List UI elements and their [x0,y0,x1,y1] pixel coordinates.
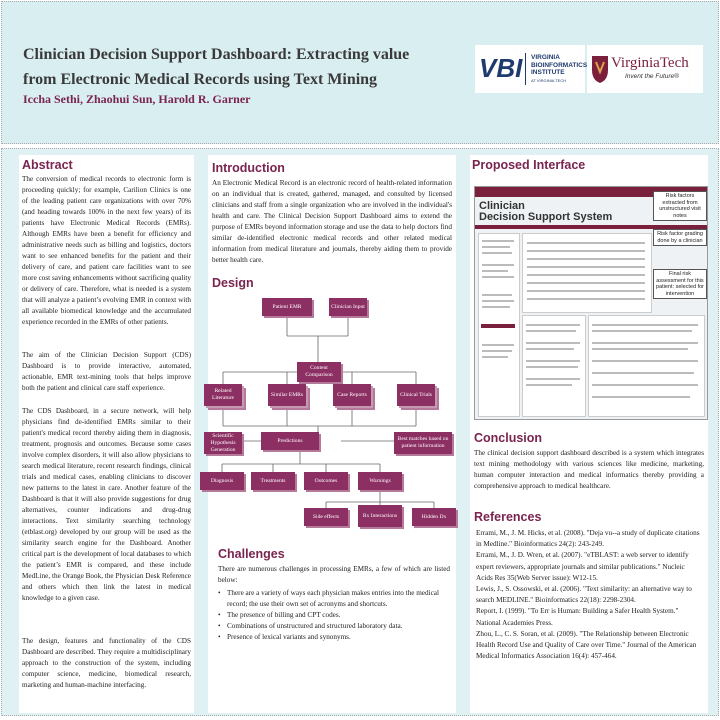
design-node-similar-emrs: Similar EMRs [268,384,306,406]
design-heading: Design [212,276,254,290]
interface-callout-risk-factors: Risk factors extracted from unstructured visit notes [653,191,707,221]
abstract-p2: The aim of the Clinician Decision Support (CDS) Dashboard is to provide interactive, automated, actionable, EMR text-mining tools that helps improve both the patient and clinical care staff experience. [22,351,191,392]
conclusion-heading: Conclusion [474,431,543,445]
reference-item: Report, I. (1999). "To Err is Human: Building a Safer Health System." National Academies Press. [476,607,679,627]
interface-screenshot [474,186,708,420]
interface-callout-final-risk: Final risk assessment for this patient: selected for intervention [653,269,707,299]
screenshot-reports-panel [522,315,586,417]
screenshot-risk-table [522,233,652,313]
introduction-text: An Electronic Medical Record is an electronic record of health-related information on an individual that is created, gathered, managed, and consulted by licensed clinicians and staff from a single organization who are involved in the individual's health and care. The Clinical Decision Support Dashboard aims to extend the purpose of EMRs beyond information storage and use the data to help doctors find similar de-identified electronic medical records and other related medical information from medical literature and journals, thereby aiding them to provide better health care. [212,179,452,264]
screenshot-title-line1: Clinician [479,200,525,212]
challenges-list [218,588,450,643]
design-node-content-comparison: Content Comparison [297,362,341,382]
challenge-item: • Combinations of unstructured and structured laboratory data. [218,621,450,632]
vbi-logo-line1: VIRGINIA [531,54,560,61]
design-node-patient-emr: Patient EMR [262,298,312,316]
design-node-warnings: Warnings [358,472,402,490]
challenge-item: • There are a variety of ways each physician makes entries into the medical record; the use their own set of acronyms and shortcuts. [218,588,450,610]
screenshot-title-line2: Decision Support System [479,211,613,223]
design-node-scientific-hypothesis: Scientific Hypothesis Generation [204,432,242,454]
design-node-predictions: Predictions [261,432,319,450]
challenge-item: • The presence of billing and CPT codes. [218,610,450,621]
vbi-logo-line4: AT VIRGINIA TECH [531,77,567,83]
screenshot-title [479,201,612,223]
design-node-outcomes: Outcomes [304,472,348,490]
design-node-diagnosis: Diagnosis [200,472,244,490]
conclusion-text: The clinical decision support dashboard described is a system which integrates text mining methodology with various sciences like medicine, marketing, human computer interaction and medical informatics thereby providing a comprehensive approach to medical healthcare. [474,449,704,490]
challenge-item: • Presence of lexical variants and synonyms. [218,632,450,643]
design-node-related-literature: Related Literature [204,384,242,406]
challenges-heading: Challenges [218,547,285,561]
poster-authors: Iccha Sethi, Zhaohui Sun, Harold R. Garner [23,92,251,106]
challenges-intro: There are numerous challenges in processing EMRs, a few of which are listed below: [218,565,450,584]
design-node-case-reports: Case Reports [333,384,371,406]
screenshot-literature-panel [588,315,705,417]
svg-text:VBI: VBI [479,53,523,83]
vbi-logo-line2: BIOINFORMATICS [531,61,588,69]
introduction-heading: Introduction [212,161,285,175]
reference-item: Zhou, L., C. S. Soran, et al. (2009). "The Relationship between Electronic Health Record Use and Quality of Care over Time." Journal of the American Medical Informatics Association 16(4): 457-464. [476,629,697,661]
screenshot-sidebar-panel [478,233,520,417]
poster-title: Clinician Decision Support Dashboard: Extracting value from Electronic Medical Records using Text Mining [23,46,410,88]
reference-item: Errami, M., J. M. Hicks, et al. (2008). "Deja vu--a study of duplicate citations in Medline." Bioinformatics 24(2): 243-249. [476,529,700,549]
vt-logo-name: VirginiaTech [611,55,689,71]
design-node-clinician-input: Clinician Input [329,298,367,316]
abstract-p1: The conversion of medical records to electronic form is proceeding quickly; for example, Carilion Clinics is one of the leading patient care organizations with over 70% (and heading towards 100% in the next few years) of its patients have Electronic Medical Records (EMRs). Although EMRs have been a benefit for efficiency and administrative needs such as billing and logistics, doctors want to see enhanced benefits for the patient and their delivery of care, and patient care facilities want to see more cost saving enhancements without sacrificing quality or delivery of care. Therefore, what is needed is a system that will analyze a patient’s evolving EMR in context with all available biomedical knowledge and the accumulated experience recorded in the EMRs of other patients. [22,175,191,326]
interface-callout-risk-grading: Risk factor grading done by a clinician [653,229,707,246]
abstract-heading: Abstract [22,158,73,172]
abstract-p3: The CDS Dashboard, in a secure network, will help physicians find de-identified EMRs similar to their patient's medical record thereby aiding them in diagnosis, treatment, prognosis and outcomes. Because some cases involve complex disorders, it will also allow physicians to search medical literature, recent research findings, clinical trials and medical cases, enabling clinicians to discover new patterns to the latest in care. Another feature of the Dashboard is that it will also provide suggestions for drug alternatives, counter indications and drug-drug interactions. Text similarity searching technology (etblast.org) developed by our group will be used as the similarity search engine for the Dashboard. Another critical part is the development of local databases to which the patient’s EMR is compared, and these include MedLine, the Orange Book, the Physician Desk Reference and others which then link the latest in medical knowledge to a given case. [22,407,191,602]
reference-item: Errami, M., J. D. Wren, et al. (2007). "eTBLAST: a web server to identify expert reviewers, appropriate journals and similar publications." Nucleic Acids Res 35(Web Server issue): W12-15. [476,551,689,582]
vbi-logo-line3: INSTITUTE [531,69,565,76]
design-node-rx-interactions: Rx Interactions [358,505,402,527]
design-node-treatments: Treatments [251,472,295,490]
design-node-best-matches: Best matches based on patient information [394,432,452,454]
abstract-p4: The design, features and functionality of the CDS Dashboard are described. They require a multidisciplinary approach to the construction of the system, including computer science, medicine, biomedical research, marketing and human-machine interfacing. [22,637,191,689]
vt-logo-tagline: Invent the Future® [625,73,679,80]
references-heading: References [474,510,542,524]
references-list [476,528,702,662]
proposed-interface-heading: Proposed Interface [472,158,586,172]
design-node-hidden-dx: Hidden Dx [412,508,456,526]
design-node-clinical-trials: Clinical Trials [397,384,435,406]
design-node-side-effects: Side effects [304,508,348,526]
reference-item: Lewis, J., S. Ossowski, et al. (2006). "Text similarity: an alternative way to search MEDLINE." Bioinformatics 22(18): 2298-2304. [476,585,692,605]
